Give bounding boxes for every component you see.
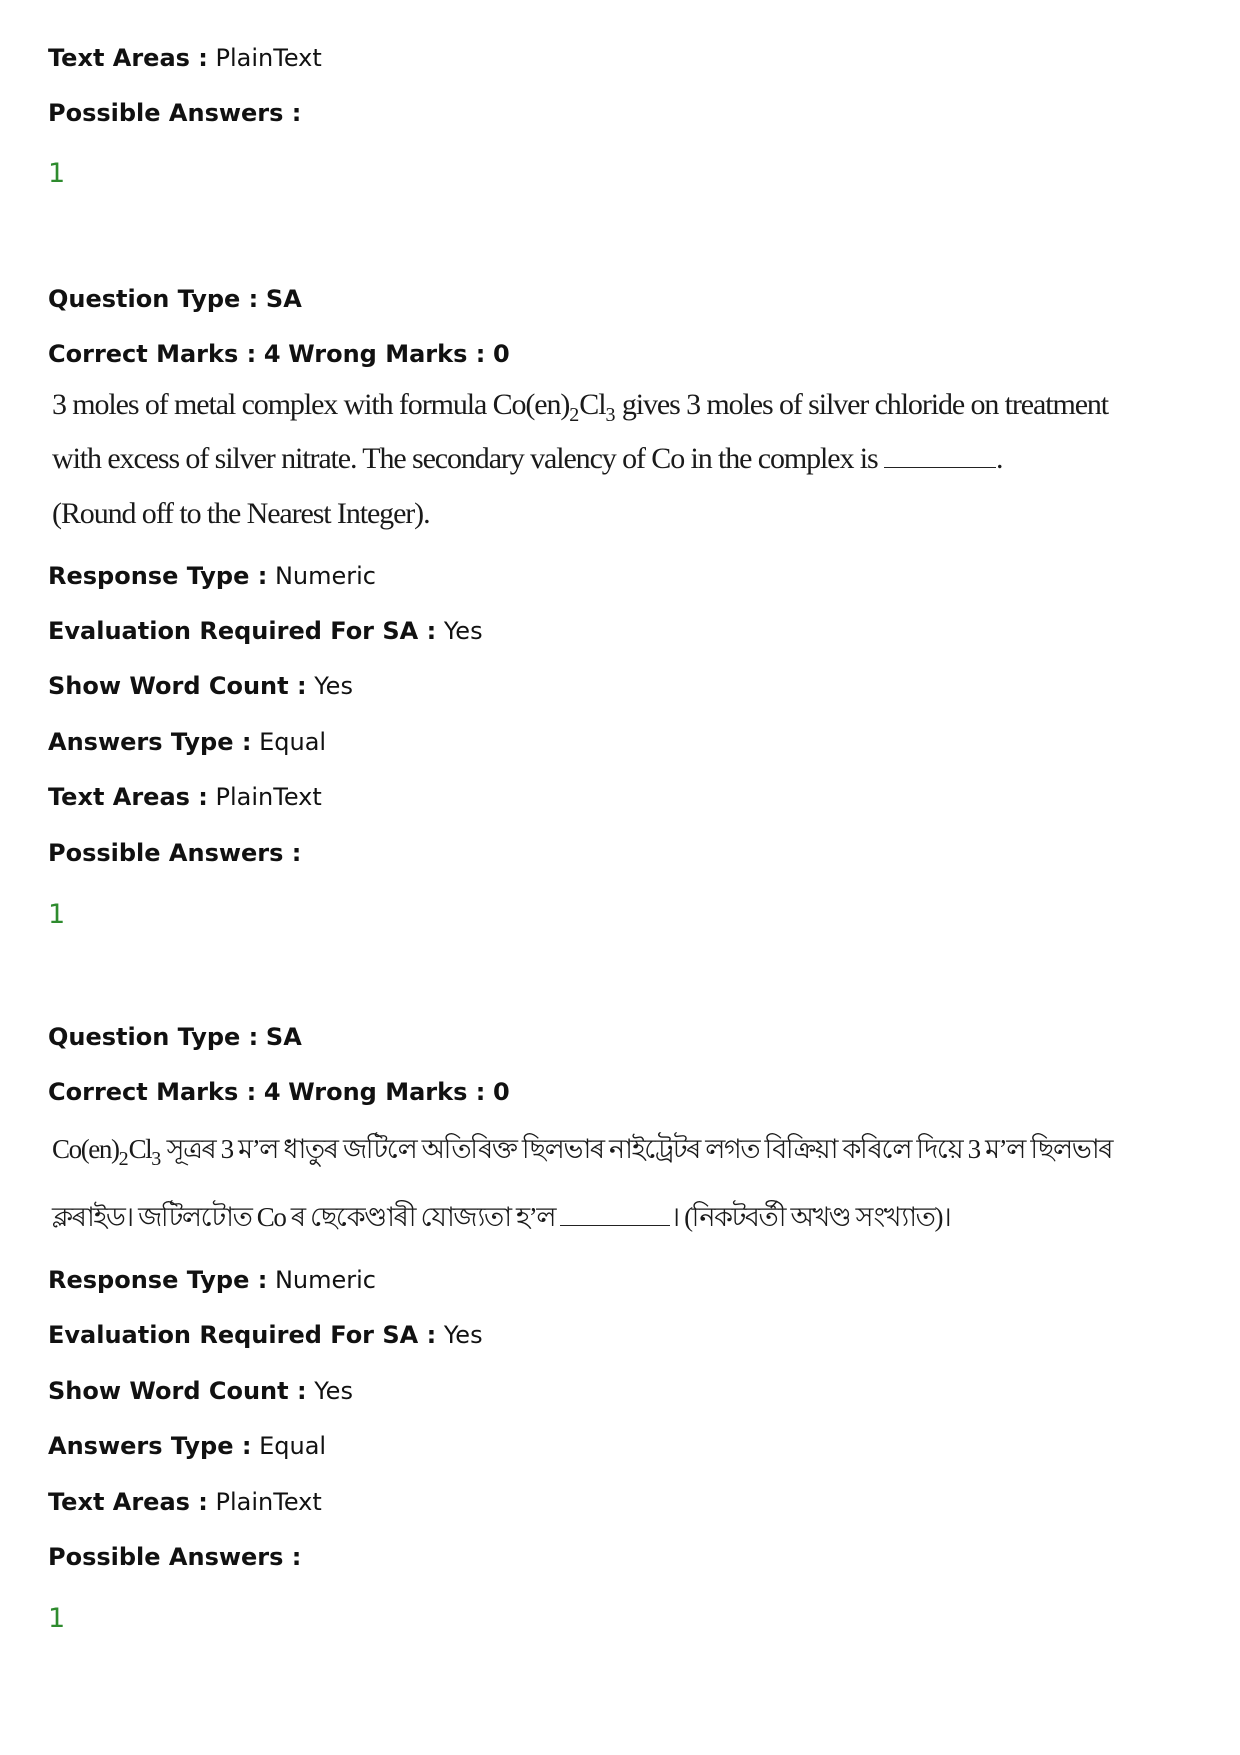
question-text-line-2 — [52, 441, 1002, 477]
evaluation-required-label: Evaluation Required For SA : — [48, 617, 437, 645]
text-areas-row — [48, 782, 322, 812]
show-word-count-label: Show Word Count : — [48, 1377, 307, 1405]
possible-answers-label: Possible Answers : — [48, 839, 302, 867]
correct-marks-label: Correct Marks : — [48, 340, 257, 368]
q1-text-part: gives 3 moles of silver chloride on treatment — [615, 388, 1109, 421]
q2-text-part: Co(en) — [52, 1134, 119, 1164]
q2-subscript: 3 — [151, 1148, 162, 1170]
show-word-count-row — [48, 1376, 353, 1406]
possible-answer-value: 1 — [48, 1603, 66, 1634]
question-text-line-1 — [52, 387, 1109, 426]
wrong-marks-label: Wrong Marks : — [288, 1078, 486, 1106]
evaluation-required-label: Evaluation Required For SA : — [48, 1321, 437, 1349]
possible-answers-label: Possible Answers : — [48, 99, 302, 127]
evaluation-required-value: Yes — [443, 617, 483, 645]
q1-text-part: with excess of silver nitrate. The secondary valency of Co in the complex is — [52, 442, 884, 475]
text-areas-label: Text Areas : — [48, 44, 208, 72]
possible-answers-row — [48, 98, 301, 128]
answers-type-label: Answers Type : — [48, 728, 252, 756]
q1-subscript: 3 — [605, 404, 616, 426]
answers-type-row — [48, 727, 326, 757]
show-word-count-value: Yes — [314, 672, 353, 700]
question-text-line-3 — [52, 496, 429, 532]
response-type-label: Response Type : — [48, 562, 268, 590]
text-areas-value: PlainText — [215, 783, 322, 811]
possible-answer-value: 1 — [48, 899, 66, 930]
answers-type-value: Equal — [259, 728, 327, 756]
q1-text-part: . — [996, 442, 1003, 475]
wrong-marks-label: Wrong Marks : — [288, 340, 486, 368]
answers-type-value: Equal — [259, 1432, 327, 1460]
q1-text-part: Cl — [579, 388, 606, 421]
question-type-label: Question Type : — [48, 1023, 259, 1051]
answers-type-label: Answers Type : — [48, 1432, 252, 1460]
evaluation-required-row — [48, 616, 483, 646]
text-areas-value: PlainText — [215, 1488, 322, 1516]
correct-marks-value: 4 — [263, 1078, 281, 1106]
text-areas-row — [48, 43, 322, 73]
text-areas-label: Text Areas : — [48, 1488, 208, 1516]
wrong-marks-value: 0 — [492, 340, 510, 368]
question-type-row — [48, 1022, 302, 1052]
answer-blank — [884, 445, 996, 468]
q2-text-part: ক্লৰাইড। জটিলটোত Co ৰ ছেকেণ্ডাৰী যোজ্যতা হ’ল — [52, 1202, 561, 1232]
response-type-value: Numeric — [274, 1266, 376, 1294]
response-type-row — [48, 1265, 376, 1295]
question-type-label: Question Type : — [48, 285, 259, 313]
marks-row — [48, 339, 510, 369]
q1-subscript: 2 — [569, 404, 580, 426]
q2-subscript: 2 — [118, 1148, 129, 1170]
correct-marks-label: Correct Marks : — [48, 1078, 257, 1106]
text-areas-value: PlainText — [215, 44, 322, 72]
wrong-marks-value: 0 — [492, 1078, 510, 1106]
q1-text-part: (Round off to the Nearest Integer). — [52, 497, 430, 530]
show-word-count-label: Show Word Count : — [48, 672, 307, 700]
marks-row — [48, 1077, 510, 1107]
possible-answers-row — [48, 1542, 301, 1572]
evaluation-required-value: Yes — [443, 1321, 483, 1349]
answers-type-row — [48, 1431, 326, 1461]
possible-answers-row — [48, 838, 301, 868]
q2-text-part: সূত্ৰৰ 3 ম’ল ধাতুৰ জটিলে অতিৰিক্ত ছিলভাৰ নাইট্ৰেটৰ লগত বিক্ৰিয়া কৰিলে দিয়ে 3 ম’ল ছিলভাৰ — [161, 1134, 1113, 1164]
q2-text-part: Cl — [128, 1134, 152, 1164]
q2-text-part: । (নিকটবৰ্তী অখণ্ড সংখ্যাত)। — [670, 1202, 951, 1232]
evaluation-required-row — [48, 1320, 483, 1350]
correct-marks-value: 4 — [263, 340, 281, 368]
question-text-line-1 — [52, 1131, 1113, 1170]
show-word-count-row — [48, 671, 353, 701]
response-type-label: Response Type : — [48, 1266, 268, 1294]
text-areas-row — [48, 1487, 322, 1517]
show-word-count-value: Yes — [314, 1377, 353, 1405]
possible-answer-value: 1 — [48, 158, 66, 189]
possible-answers-label: Possible Answers : — [48, 1543, 302, 1571]
question-type-row — [48, 284, 302, 314]
answer-blank — [560, 1203, 670, 1226]
text-areas-label: Text Areas : — [48, 783, 208, 811]
question-type-value: SA — [265, 1023, 302, 1051]
q1-text-part: 3 moles of metal complex with formula Co(en) — [52, 388, 570, 421]
response-type-row — [48, 561, 376, 591]
question-type-value: SA — [265, 285, 302, 313]
question-text-line-2 — [52, 1199, 950, 1235]
response-type-value: Numeric — [274, 562, 376, 590]
